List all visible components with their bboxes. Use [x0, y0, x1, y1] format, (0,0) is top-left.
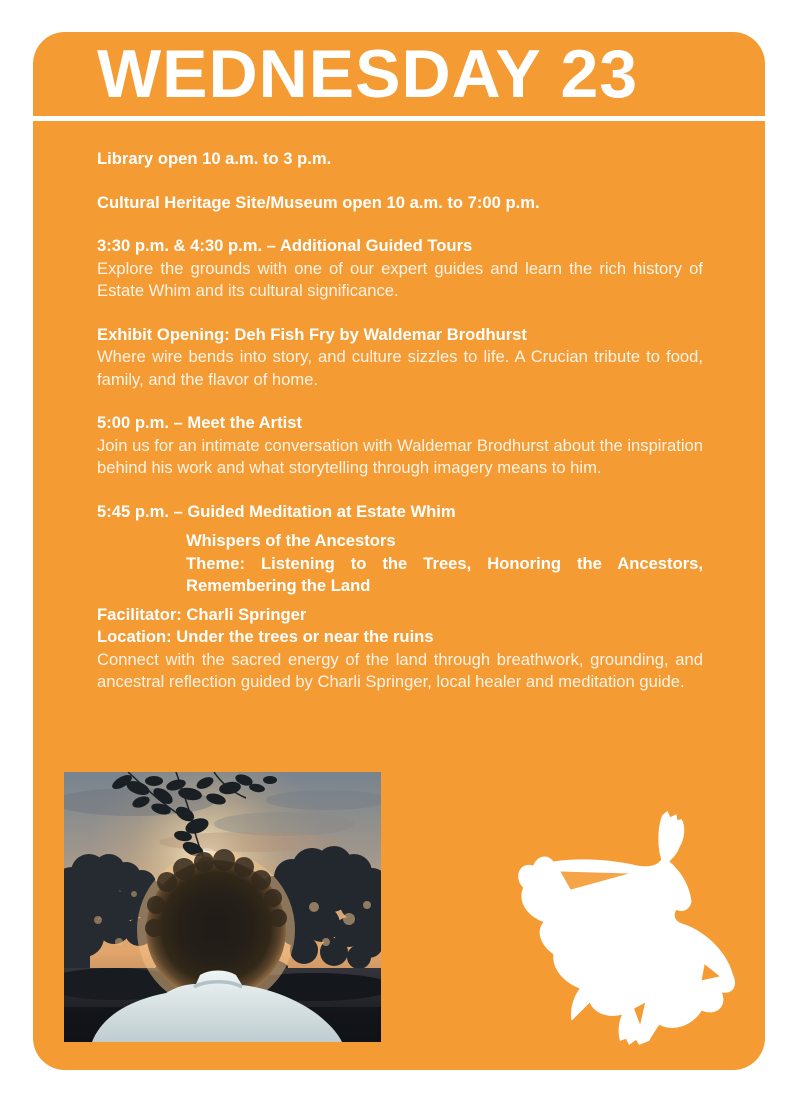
schedule-item-heading: 3:30 p.m. & 4:30 p.m. – Additional Guided Tours: [97, 236, 473, 255]
schedule-item-heading: 5:45 p.m. – Guided Meditation at Estate Whim: [97, 501, 456, 521]
page-title: WEDNESDAY 23: [97, 36, 639, 112]
schedule-item-heading: Library open 10 a.m. to 3 p.m.: [97, 149, 332, 168]
schedule-item-description: Explore the grounds with one of our expert guides and learn the rich history of Estate Whim and its cultural significance.: [97, 258, 703, 300]
meditation-location: Location: Under the trees or near the ruins: [97, 627, 434, 646]
schedule-item-heading: Cultural Heritage Site/Museum open 10 a.m. to 7:00 p.m.: [97, 192, 540, 212]
sunset-photo-graphic: [64, 772, 381, 1042]
schedule-item-heading: 5:00 p.m. – Meet the Artist: [97, 413, 303, 432]
meditation-facilitator: Facilitator: Charli Springer: [97, 604, 307, 624]
schedule-item-guided-tours: [97, 235, 703, 303]
schedule-item-meet-the-artist: [97, 412, 703, 480]
meditation-details-block: [97, 604, 703, 694]
schedule-list: [97, 121, 703, 694]
meditation-program-block: [186, 530, 703, 598]
schedule-item-guided-meditation: [97, 501, 703, 524]
schedule-item-museum: [97, 192, 703, 215]
sunset-afro-photo: [64, 772, 381, 1042]
dancer-silhouette-icon: [498, 811, 750, 1048]
schedule-item-description: Where wire bends into story, and culture sizzles to life. A Crucian tribute to food, family, and the flavor of home.: [97, 347, 703, 389]
schedule-item-exhibit-opening: [97, 324, 703, 392]
card-header: [33, 32, 765, 116]
schedule-item-library: [97, 148, 703, 171]
event-day-card: [33, 32, 765, 1070]
meditation-theme: Theme: Listening to the Trees, Honoring the Ancestors, Remembering the Land: [186, 553, 703, 595]
meditation-description: Connect with the sacred energy of the land through breathwork, grounding, and ancestral reflection guided by Charli Springer, local healer and meditation guide.: [97, 649, 703, 691]
dancer-graphic: [498, 811, 750, 1048]
meditation-program-title: Whispers of the Ancestors: [186, 531, 396, 550]
schedule-item-heading: Exhibit Opening: Deh Fish Fry by Waldemar Brodhurst: [97, 324, 527, 344]
schedule-item-description: Join us for an intimate conversation with Waldemar Brodhurst about the inspiration behind his work and what storytelling through imagery means to him.: [97, 435, 703, 477]
